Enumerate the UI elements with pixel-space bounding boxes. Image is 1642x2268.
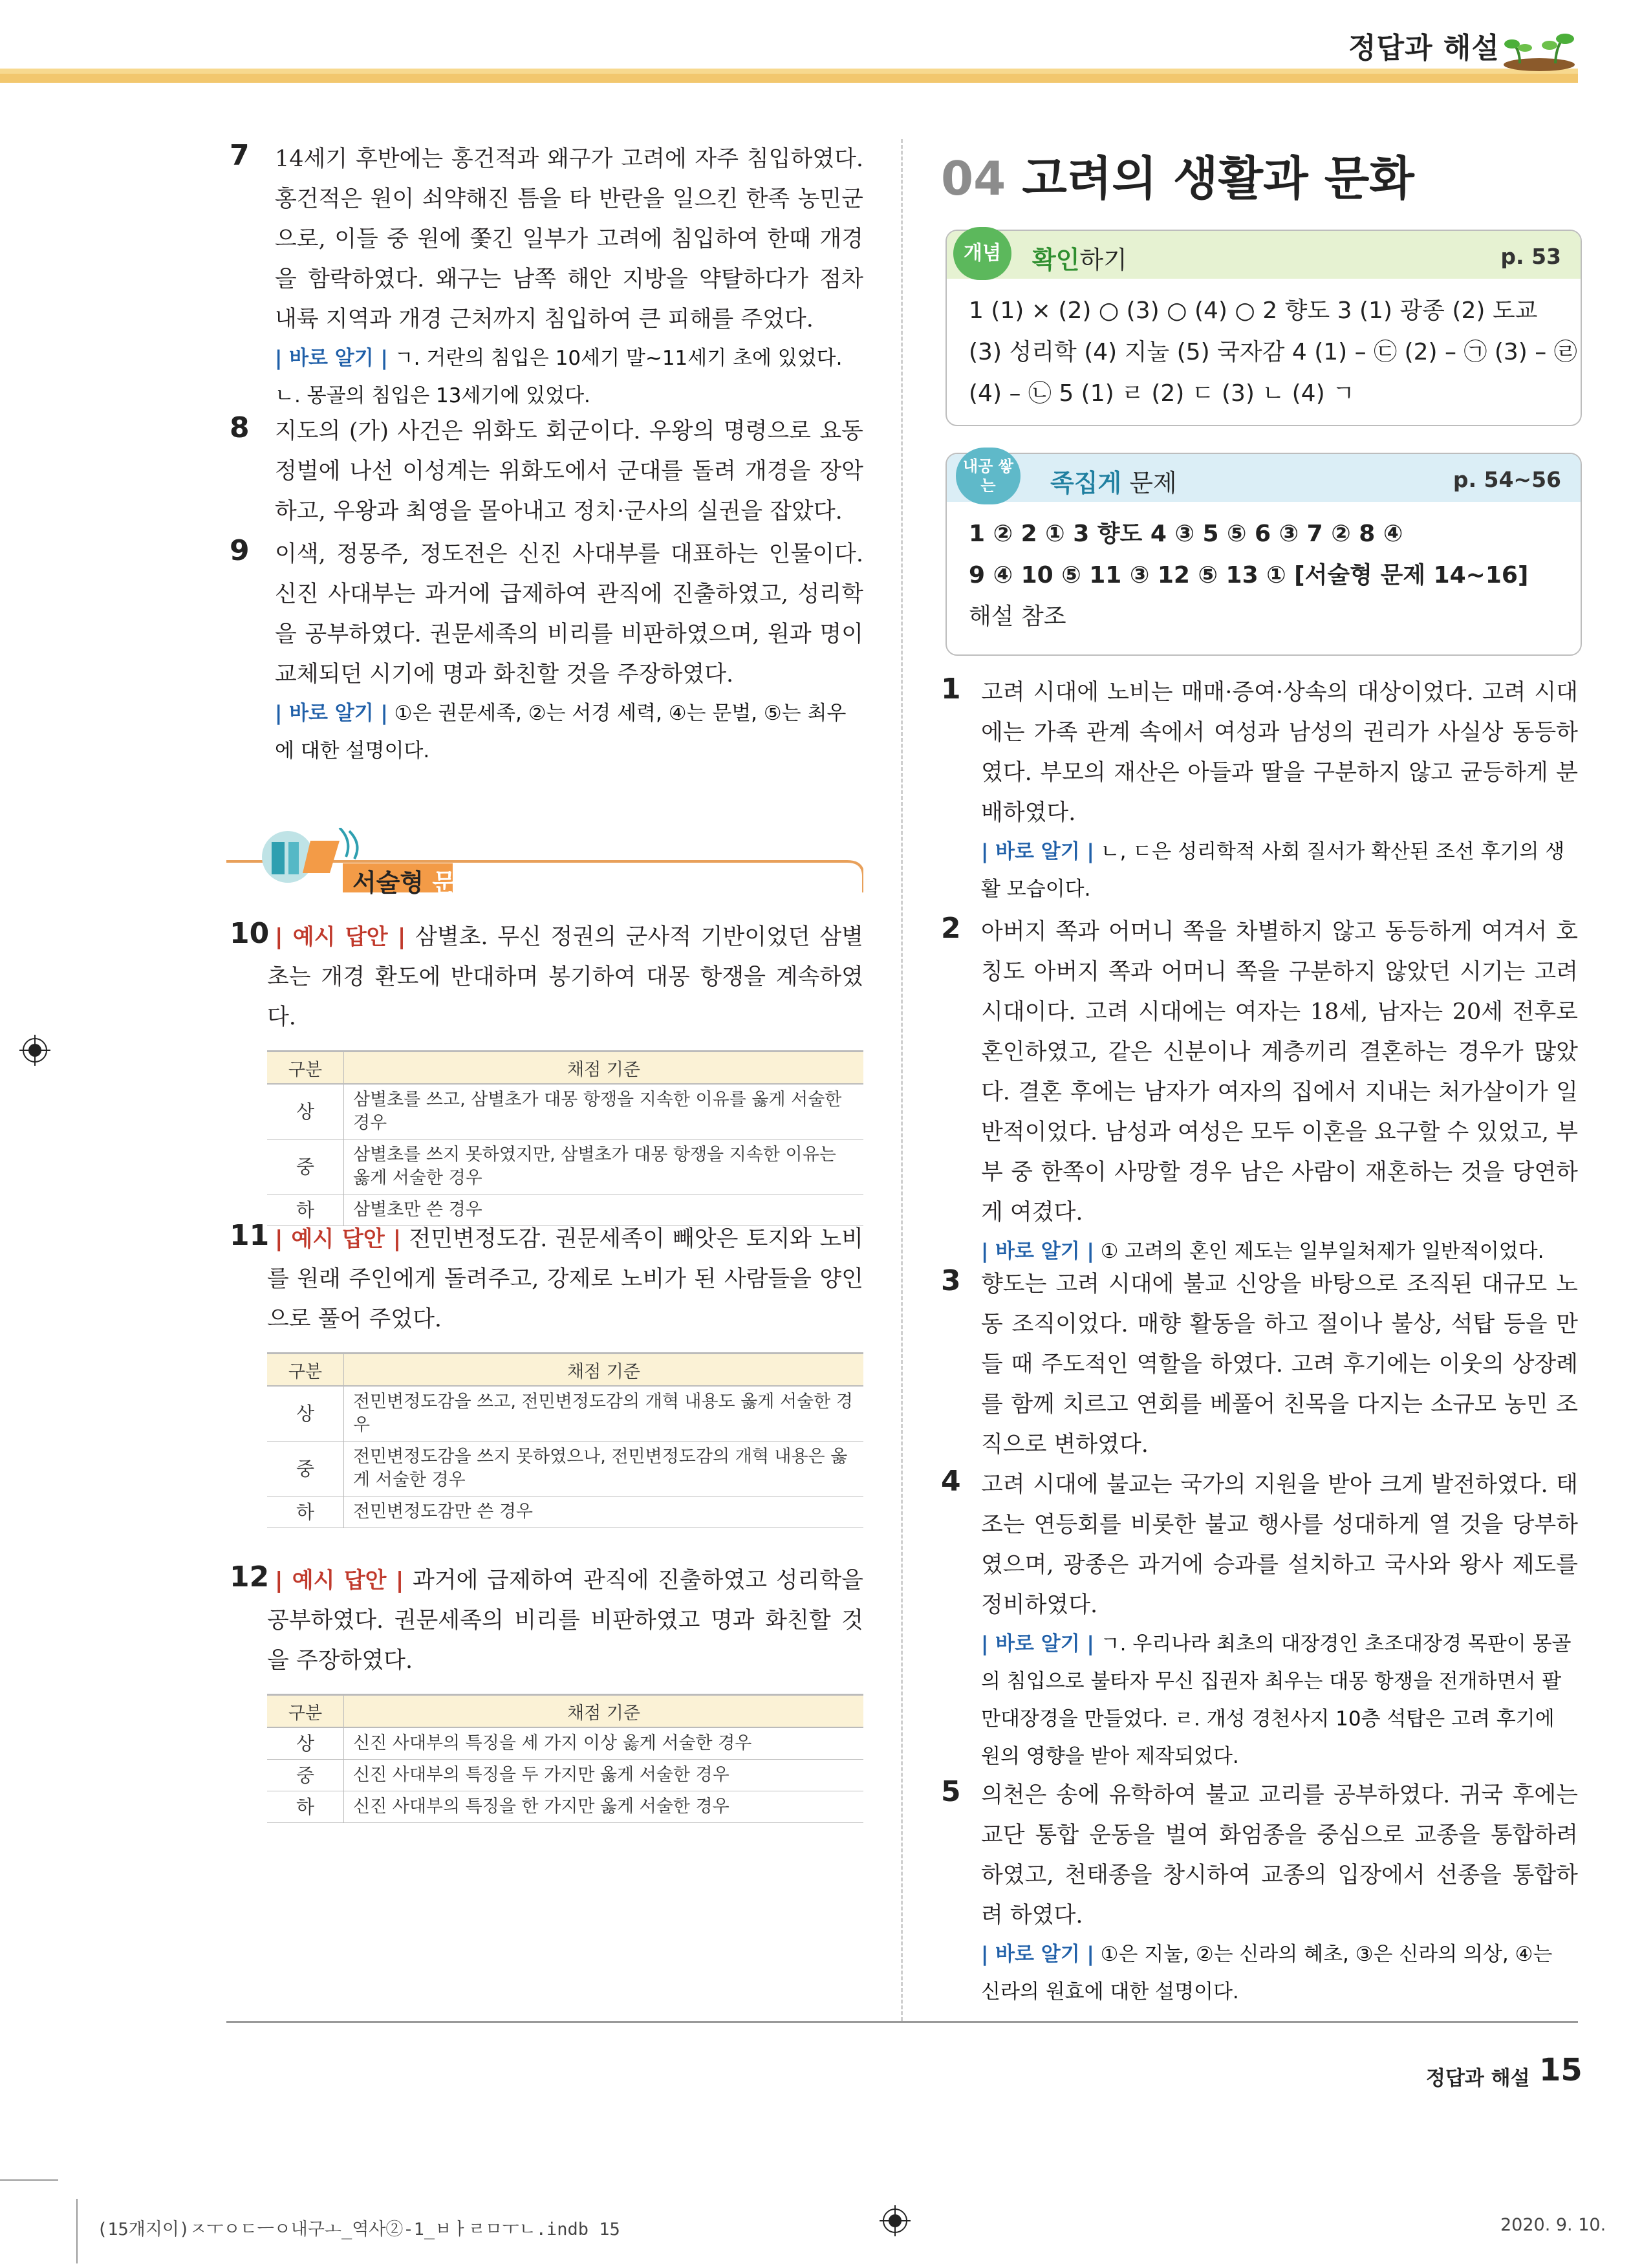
correction-tag: | 바로 알기 | bbox=[981, 840, 1094, 863]
print-file-slug: (15개지이)ㅈㅜㅇㄷㅡㅇ내구ㅗ_역사②-1_ㅂㅏㄹㅁㅜㄴ.indb 15 bbox=[97, 2219, 620, 2240]
practice-problems-box bbox=[945, 453, 1582, 656]
banner-graphic-icon bbox=[226, 828, 863, 892]
table-header: 구분 bbox=[267, 1052, 344, 1085]
table-row bbox=[267, 1496, 863, 1528]
correction-tag: | 바로 알기 | bbox=[981, 1943, 1094, 1966]
box-answers bbox=[969, 290, 1577, 415]
page-ref: p. 53 bbox=[1500, 244, 1561, 269]
answer-7 bbox=[230, 139, 863, 415]
answer-text bbox=[267, 917, 863, 1037]
answer-r3 bbox=[941, 1264, 1578, 1465]
box-title-rest: 문제 bbox=[1121, 469, 1177, 497]
question-number: 5 bbox=[941, 1775, 961, 1808]
answer-10 bbox=[230, 917, 863, 1226]
concept-check-box bbox=[945, 230, 1582, 426]
criteria-cell: 신진 사대부의 특징을 두 가지만 옳게 서술한 경우 bbox=[344, 1760, 864, 1791]
box-title-highlight: 족집게 bbox=[1050, 469, 1122, 497]
criteria-cell: 신진 사대부의 특징을 한 가지만 옳게 서술한 경우 bbox=[344, 1791, 864, 1823]
registration-mark-icon bbox=[880, 2205, 911, 2236]
question-number: 9 bbox=[230, 534, 250, 567]
sprout-icon bbox=[1500, 26, 1578, 71]
sample-answer-text: 전민변정도감. 권문세족이 빼앗은 토지와 노비를 원래 주인에게 돌려주고, 강제로 노비가 된 사람들을 양인으로 풀어 주었다. bbox=[267, 1226, 863, 1332]
correction-tag: | 바로 알기 | bbox=[275, 702, 388, 725]
grading-table bbox=[267, 1694, 863, 1823]
sample-answer-text: 삼별초. 무신 정권의 군사적 기반이었던 삼별초는 개경 환도에 반대하며 봉기하여 대몽 항쟁을 계속하였다. bbox=[267, 924, 863, 1030]
running-header-title: 정답과 해설 bbox=[1348, 32, 1500, 65]
answer-text: 14세기 후반에는 홍건적과 왜구가 고려에 자주 침입하였다. 홍건적은 원이 쇠약해진 틈을 타 반란을 일으킨 한족 농민군으로, 이들 중 원에 쫓긴 일부가 고려에 침입하여 한때 개경을 함락하였다. 왜구는 남쪽 해안 지방을 약탈하다가 점차 내륙 지역과 개경 근처까지 침입하여 큰 피해를 주었다. bbox=[275, 146, 863, 332]
sample-answer-tag: | 예시 답안 | bbox=[275, 1568, 404, 1593]
question-number: 7 bbox=[230, 139, 250, 172]
answer-r4 bbox=[941, 1465, 1578, 1775]
table-header: 채점 기준 bbox=[344, 1354, 864, 1387]
sample-answer-tag: | 예시 답안 | bbox=[275, 924, 406, 950]
sample-answer-text: 과거에 급제하여 관직에 진출하였고 성리학을 공부하였다. 권문세족의 비리를 비판하였고 명과 화친할 것을 주장하였다. bbox=[267, 1568, 863, 1674]
criteria-cell: 삼별초를 쓰고, 삼별초가 대몽 항쟁을 지속한 이유를 옳게 서술한 경우 bbox=[344, 1084, 864, 1139]
concept-badge-icon: 개념 bbox=[953, 227, 1011, 280]
correction-text: ㄱ. 우리나라 최초의 대장경인 초조대장경 목판이 몽골의 침입으로 불타자 무신 집권자 최우는 대몽 항쟁을 전개하면서 팔만대장경을 만들었다. ㄹ. 개성 경천사지 10층 석탑은 고려 후기에 원의 영향을 받아 제작되었다. bbox=[981, 1632, 1572, 1768]
question-number: 12 bbox=[230, 1561, 270, 1593]
correction-text: ① 고려의 혼인 제도는 일부일처제가 일반적이었다. bbox=[1100, 1240, 1544, 1263]
answer-text: 의천은 송에 유학하여 불교 교리를 공부하였다. 귀국 후에는 교단 통합 운동을 벌여 화엄종을 중심으로 교종을 통합하려 하였고, 천태종을 창시하여 교종의 입장에서 선종을 통합하려 하였다. bbox=[981, 1782, 1578, 1928]
banner-title bbox=[352, 863, 480, 898]
page-ref: p. 54~56 bbox=[1453, 467, 1561, 492]
correction-note bbox=[275, 340, 863, 415]
column-divider bbox=[901, 139, 903, 2021]
box-answers bbox=[969, 513, 1561, 638]
answer-8 bbox=[230, 411, 863, 532]
criteria-cell: 신진 사대부의 특징을 세 가지 이상 옳게 서술한 경우 bbox=[344, 1727, 864, 1760]
correction-text: ①은 지눌, ②는 신라의 혜초, ③은 신라의 의상, ④는 신라의 원효에 대한 설명이다. bbox=[981, 1943, 1553, 2003]
answer-r5 bbox=[941, 1775, 1578, 2011]
essay-section-banner bbox=[226, 828, 863, 897]
print-date: 2020. 9. 10. bbox=[1500, 2215, 1606, 2235]
table-row bbox=[267, 1727, 863, 1760]
grade-cell: 중 bbox=[267, 1139, 344, 1194]
registration-mark-icon bbox=[19, 1035, 50, 1066]
answer-text: 아버지 쪽과 어머니 쪽을 차별하지 않고 동등하게 여겨서 호칭도 아버지 쪽과 어머니 쪽을 구분하지 않았던 시기는 고려 시대이다. 고려 시대에는 여자는 18세, 남자는 20세 전후로 혼인하였고, 같은 신분이나 계층끼리 결혼하는 경우가 많았다. 결혼 후에는 남자가 여자의 집에서 지내는 처가살이가 일반적이었다. 남성과 여성은 모두 이혼을 요구할 수 있었고, 부부 중 한쪽이 사망할 경우 남은 사람이 재혼하는 것을 당연하게 여겼다. bbox=[981, 919, 1578, 1226]
question-number: 1 bbox=[941, 673, 961, 706]
table-header: 채점 기준 bbox=[344, 1695, 864, 1728]
grade-cell: 상 bbox=[267, 1084, 344, 1139]
criteria-cell: 삼별초를 쓰지 못하였지만, 삼별초가 대몽 항쟁을 지속한 이유는 옳게 서술한 경우 bbox=[344, 1139, 864, 1194]
answer-r1 bbox=[941, 673, 1578, 908]
answer-text: 지도의 (가) 사건은 위화도 회군이다. 우왕의 명령으로 요동 정벌에 나선 이성계는 위화도에서 군대를 돌려 개경을 장악하고, 우왕과 최영을 몰아내고 정치·군사의 실권을 잡았다. bbox=[275, 418, 863, 524]
correction-tag: | 바로 알기 | bbox=[275, 347, 388, 370]
criteria-cell: 삼별초만 쓴 경우 bbox=[344, 1194, 864, 1226]
correction-note bbox=[981, 833, 1578, 908]
correction-text: ㄴ, ㄷ은 성리학적 사회 질서가 확산된 조선 후기의 생활 모습이다. bbox=[981, 840, 1565, 901]
criteria-cell: 전민변정도감을 쓰지 못하였으나, 전민변정도감의 개혁 내용은 옳게 서술한 경우 bbox=[344, 1442, 864, 1496]
answer-line: (4) – ㉡ 5 (1) ㄹ (2) ㄷ (3) ㄴ (4) ㄱ bbox=[969, 380, 1355, 407]
table-row bbox=[267, 1791, 863, 1823]
table-row bbox=[267, 1084, 863, 1139]
criteria-cell: 전민변정도감만 쓴 경우 bbox=[344, 1496, 864, 1528]
answer-text: 향도는 고려 시대에 불교 신앙을 바탕으로 조직된 대규모 노동 조직이었다. 매향 활동을 하고 절이나 불상, 석탑 등을 만들 때 주도적인 역할을 하였다. 고려 후기에는 이웃의 상장례를 함께 치르고 연회를 베풀어 친목을 다지는 소규모 농민 조직으로 변하였다. bbox=[981, 1271, 1578, 1458]
answer-line: 9 ④ 10 ⑤ 11 ③ 12 ⑤ 13 ① [서술형 문제 14~16] bbox=[969, 562, 1529, 589]
grade-cell: 상 bbox=[267, 1727, 344, 1760]
question-number: 8 bbox=[230, 411, 250, 444]
correction-tag: | 바로 알기 | bbox=[981, 1632, 1094, 1656]
box-title-rest: 하기 bbox=[1079, 246, 1127, 274]
answer-9 bbox=[230, 534, 863, 770]
correction-text: ①은 권문세족, ②는 서경 세력, ④는 문벌, ⑤는 최우에 대한 설명이다. bbox=[275, 702, 847, 762]
header-rule-highlight bbox=[0, 69, 1578, 74]
answer-12 bbox=[230, 1561, 863, 1823]
table-row bbox=[267, 1442, 863, 1496]
grading-table bbox=[267, 1352, 863, 1528]
answer-line: (3) 성리학 (4) 지눌 (5) 국자감 4 (1) – ㉢ (2) – ㉠ (3) – ㉣ bbox=[969, 339, 1577, 365]
crop-mark bbox=[76, 2199, 78, 2263]
box-title bbox=[1050, 463, 1177, 499]
answer-text bbox=[267, 1561, 863, 1681]
table-row bbox=[267, 1760, 863, 1791]
grade-cell: 중 bbox=[267, 1442, 344, 1496]
answer-line: 1 (1) × (2) ○ (3) ○ (4) ○ 2 향도 3 (1) 광종 (2) 도교 bbox=[969, 297, 1538, 324]
banner-title-main: 서술형 bbox=[352, 869, 424, 897]
grade-cell: 하 bbox=[267, 1496, 344, 1528]
table-header: 구분 bbox=[267, 1695, 344, 1728]
answer-text: 고려 시대에 불교는 국가의 지원을 받아 크게 발전하였다. 태조는 연등회를 비롯한 불교 행사를 성대하게 열 것을 당부하였으며, 광종은 과거에 승과를 설치하고 국사와 왕사 제도를 정비하였다. bbox=[981, 1472, 1578, 1618]
grading-table bbox=[267, 1050, 863, 1226]
footer-label: 정답과 해설 bbox=[1426, 2067, 1530, 2090]
table-row bbox=[267, 1139, 863, 1194]
correction-note bbox=[981, 1936, 1578, 2011]
answer-line: 해설 참조 bbox=[969, 603, 1066, 630]
table-header: 채점 기준 bbox=[344, 1052, 864, 1085]
answer-text: 이색, 정몽주, 정도전은 신진 사대부를 대표하는 인물이다. 신진 사대부는 과거에 급제하여 관직에 진출하였고, 성리학을 공부하였다. 권문세족의 비리를 비판하였으며, 원과 명이 교체되던 시기에 명과 화친할 것을 주장하였다. bbox=[275, 541, 863, 687]
sample-answer-tag: | 예시 답안 | bbox=[275, 1226, 402, 1252]
section-title-text: 고려의 생활과 문화 bbox=[1006, 151, 1414, 206]
character-badge-icon: 내공 쌓는 bbox=[956, 448, 1021, 504]
question-number: 3 bbox=[941, 1264, 961, 1297]
answer-11 bbox=[230, 1219, 863, 1528]
question-number: 10 bbox=[230, 917, 270, 950]
table-header: 구분 bbox=[267, 1354, 344, 1387]
answer-r2 bbox=[941, 912, 1578, 1270]
question-number: 2 bbox=[941, 912, 961, 945]
banner-title-sub: 문제 bbox=[424, 869, 480, 897]
question-number: 11 bbox=[230, 1219, 270, 1252]
grade-cell: 하 bbox=[267, 1194, 344, 1226]
bottom-rule bbox=[226, 2021, 1578, 2023]
box-title-highlight: 확인 bbox=[1032, 246, 1080, 274]
correction-tag: | 바로 알기 | bbox=[981, 1240, 1094, 1263]
correction-note bbox=[981, 1625, 1578, 1775]
table-row bbox=[267, 1386, 863, 1442]
box-title bbox=[1032, 240, 1127, 275]
answer-line: 1 ② 2 ① 3 향도 4 ③ 5 ⑤ 6 ③ 7 ② 8 ④ bbox=[969, 521, 1403, 547]
criteria-cell: 전민변정도감을 쓰고, 전민변정도감의 개혁 내용도 옳게 서술한 경우 bbox=[344, 1386, 864, 1442]
section-title bbox=[941, 141, 1414, 208]
correction-text: ㄱ. 거란의 침입은 10세기 말~11세기 초에 있었다. ㄴ. 몽골의 침입은 13세기에 있었다. bbox=[275, 347, 843, 407]
grade-cell: 상 bbox=[267, 1386, 344, 1442]
crop-mark bbox=[0, 2179, 58, 2181]
page-number: 15 bbox=[1539, 2052, 1583, 2088]
correction-note bbox=[275, 695, 863, 770]
question-number: 4 bbox=[941, 1465, 961, 1498]
grade-cell: 중 bbox=[267, 1760, 344, 1791]
answer-text bbox=[267, 1219, 863, 1339]
section-number: 04 bbox=[941, 151, 1006, 206]
grade-cell: 하 bbox=[267, 1791, 344, 1823]
answer-text: 고려 시대에 노비는 매매·증여·상속의 대상이었다. 고려 시대에는 가족 관계 속에서 여성과 남성의 권리가 사실상 동등하였다. 부모의 재산은 아들과 딸을 구분하지 않고 균등하게 분배하였다. bbox=[981, 680, 1578, 826]
